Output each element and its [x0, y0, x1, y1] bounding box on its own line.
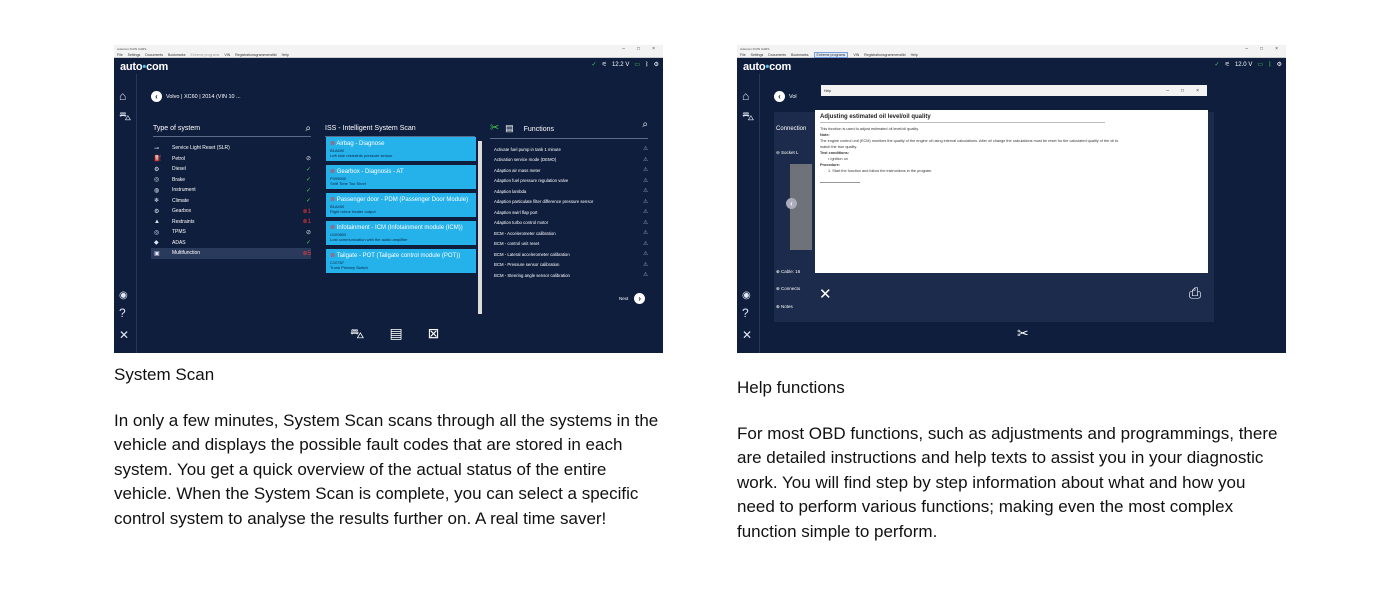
warning-icon: ⚠	[643, 230, 648, 237]
breadcrumb	[774, 91, 797, 102]
gearbox-icon: ⚙	[154, 208, 160, 215]
system-status: ⊘	[305, 156, 311, 163]
procedure-item: 1. Start the function and follow the instructions in the program.	[828, 169, 933, 173]
minimize-icon[interactable]: –	[1245, 45, 1249, 52]
menu-documents[interactable]: Documents	[768, 52, 786, 57]
warning-icon: ⚠	[643, 272, 648, 279]
instrument-icon: ◍	[154, 187, 160, 194]
check-icon: ✓	[1214, 62, 1220, 68]
function-label: BCM - Lateral accelerometer calibration	[494, 251, 570, 257]
chevron-right-icon: ›	[634, 293, 645, 304]
system-row-adas[interactable]	[151, 238, 311, 249]
fault-desc: Left side restraints pressure sensor	[330, 153, 393, 158]
function-row[interactable]	[494, 176, 648, 187]
help-functions-caption: Help functions	[737, 378, 845, 397]
system-label: Diesel	[172, 166, 186, 173]
system-row-instrument[interactable]	[151, 185, 311, 196]
menu-bookmarks[interactable]: Bookmarks	[168, 52, 186, 57]
home-icon[interactable]: ⌂	[742, 89, 750, 103]
warning-icon: ⚠	[643, 261, 648, 268]
warning-icon: ⚠	[643, 146, 648, 153]
connection-label: Connection	[776, 126, 807, 132]
system-label: Instrument	[172, 187, 196, 194]
menu-documents[interactable]: Documents	[145, 52, 163, 57]
system-label: Restraints	[172, 218, 195, 225]
menu-settings[interactable]: Settings	[750, 52, 764, 57]
system-status: ✓	[305, 187, 311, 194]
voltage-readout: 12.0 V	[1234, 61, 1253, 68]
status-area	[1215, 61, 1282, 68]
note-label: Note:	[820, 133, 830, 137]
function-row[interactable]	[494, 144, 648, 155]
menu-extreme-programs[interactable]: Extreme programs	[814, 52, 849, 58]
system-status: ✓	[305, 166, 311, 173]
system-row-restraints[interactable]	[151, 217, 311, 228]
help-intro: This function is used to adjust estimated oil level/oil quality.	[820, 127, 919, 131]
system-label: ADAS	[172, 239, 186, 246]
system-row-petrol[interactable]	[151, 154, 311, 165]
battery-icon: ▭	[1257, 62, 1263, 68]
type-of-system-header	[153, 125, 311, 137]
function-row[interactable]	[494, 239, 648, 250]
multifunction-icon: ▣	[154, 250, 160, 257]
function-row[interactable]	[494, 249, 648, 260]
fault-desc: Shift Time Too Short	[330, 181, 366, 186]
fault-card[interactable]: ⊗ Passenger door - PDM (Passenger Door Module) B1A400 Right mirror heater output	[326, 193, 476, 217]
menu-help[interactable]: Help	[910, 52, 918, 57]
maximize-icon[interactable]: □	[1181, 87, 1185, 94]
function-row[interactable]	[494, 186, 648, 197]
system-row-climate[interactable]	[151, 196, 311, 207]
wrench-icon: ⊸	[154, 145, 160, 152]
system-row-diesel[interactable]	[151, 164, 311, 175]
climate-icon: ❄	[154, 198, 160, 205]
warning-icon: ⚠	[643, 240, 648, 247]
warning-icon: ⚠	[643, 251, 648, 258]
fault-desc: Right mirror heater output	[330, 209, 376, 214]
car-icon[interactable]: ⛍	[742, 109, 755, 123]
home-icon[interactable]: ⌂	[119, 89, 127, 103]
system-status: ✓	[305, 198, 311, 205]
fault-code: B1A690	[330, 148, 345, 153]
help-window-titlebar	[821, 85, 1207, 96]
function-label: Adaption air mass meter	[494, 167, 541, 173]
function-row[interactable]	[494, 197, 648, 208]
maximize-icon[interactable]: □	[1260, 45, 1264, 52]
function-label: BCM - Accelerometer calibration	[494, 230, 556, 236]
system-scan-panel	[114, 45, 663, 531]
left-nav	[114, 74, 137, 353]
maximize-icon[interactable]: □	[637, 45, 641, 52]
menu-file[interactable]: File	[740, 52, 746, 57]
warning-icon: ⚠	[643, 198, 648, 205]
vehicle-icon[interactable]: ⛍	[350, 325, 365, 341]
socket-label: ⊖ Socket L	[776, 150, 799, 155]
prev-image-icon[interactable]: ‹	[786, 198, 797, 209]
autocom-logo: auto•com	[743, 61, 792, 73]
warning-icon: ⚠	[643, 156, 648, 163]
plus-icon: ⊕	[776, 286, 782, 291]
system-row-brake[interactable]	[151, 175, 311, 186]
notes-label: ⊕ Notes	[776, 304, 793, 309]
menu-help[interactable]: Help	[281, 52, 289, 57]
system-label: Multifunction	[172, 250, 201, 257]
function-label: Activation service mode (DEMO)	[494, 157, 557, 163]
function-row[interactable]	[494, 207, 648, 218]
note-text: The engine control unit (ECM) monitors the quality of the engine oil using internal calculations. After oil change the calculations must be reset for the calculated quality of the oil to match the true quality.	[820, 139, 1119, 149]
system-row-multifunction[interactable]	[151, 248, 311, 259]
function-label: Adaption lambda	[494, 188, 527, 194]
function-row[interactable]	[494, 218, 648, 229]
system-label: Brake	[172, 176, 186, 183]
settings-gear-icon[interactable]: ⚙	[653, 62, 659, 68]
menu-extreme-programs[interactable]: Extreme programs	[190, 52, 220, 57]
vci-icon: ⚟	[1224, 62, 1230, 68]
functions-header	[490, 121, 648, 139]
fault-card[interactable]: ⊗ Infotainment - ICM (Infotainment module (ICM)) U100800 Lost communication with the audio amplifier	[326, 221, 476, 245]
fault-card[interactable]: ⊗ Gearbox - Diagnosis - AT P099500 Shift Time Too Short	[326, 165, 476, 189]
fault-title: Airbag - Diagnose	[336, 141, 385, 147]
menu-registration[interactable]: Registrationsgrammenstikt	[235, 52, 277, 57]
system-status: ⊗1	[302, 219, 311, 226]
help-functions-description: For most OBD functions, such as adjustments and programmings, there are detailed instructions and help texts to assist you in your diagnostic work. You will find step by step information about what and how you need to perform various functions; making even the most complex function simple to perform.	[737, 424, 1278, 541]
window-titlebar	[114, 45, 663, 52]
close-window-icon[interactable]: ×	[1275, 45, 1278, 52]
system-status: ✓	[305, 177, 311, 184]
plus-icon: ⊕	[776, 304, 782, 309]
autocom-logo: auto•com	[120, 61, 169, 73]
menu-settings[interactable]: Settings	[127, 52, 141, 57]
system-row-tpms[interactable]	[151, 227, 311, 238]
print-icon[interactable]: ⎙	[1189, 285, 1202, 302]
bottom-toolbar	[350, 325, 439, 344]
back-chevron-icon[interactable]: ‹	[151, 91, 162, 102]
app-header	[114, 58, 663, 74]
clear-codes-icon[interactable]: ⊠	[427, 325, 440, 341]
vci-icon: ⚟	[601, 62, 607, 68]
bluetooth-icon: ᛒ	[645, 61, 649, 68]
close-icon[interactable]: ✕	[742, 328, 753, 342]
menu-registration[interactable]: Registrationsgrammenstikt	[864, 52, 906, 57]
help-question-icon[interactable]: ?	[119, 306, 126, 320]
tools-icon[interactable]: ✂	[1017, 325, 1029, 341]
system-status: ⊗1	[302, 208, 311, 215]
fault-title: Passenger door - PDM (Passenger Door Module)	[336, 197, 469, 203]
next-button[interactable]	[619, 293, 645, 304]
function-label: Adaption swirl flap port	[494, 209, 538, 215]
menu-vin[interactable]: VIN	[224, 52, 231, 57]
check-icon: ✓	[591, 62, 597, 68]
system-status: ⊗5	[302, 250, 311, 257]
system-row-gearbox[interactable]	[151, 206, 311, 217]
minimize-icon[interactable]: –	[1166, 87, 1170, 94]
close-help-icon[interactable]: ✕	[819, 286, 832, 303]
fault-title: Gearbox - Diagnosis - AT	[336, 169, 404, 175]
fault-card[interactable]: ⊗ Tailgate - POT (Tailgate control module (POT)) C10787 Trunk Primary Switch	[326, 249, 476, 273]
settings-gear-icon[interactable]: ⚙	[1276, 62, 1282, 68]
function-label: BCM - control unit reset	[494, 241, 540, 247]
iss-scrollbar[interactable]	[478, 141, 482, 314]
battery-icon: ▭	[634, 62, 640, 68]
system-label: Petrol	[172, 155, 186, 162]
restraints-icon: ▲	[154, 218, 160, 225]
tpms-icon: ◎	[154, 229, 160, 236]
system-status: ✓	[305, 240, 311, 247]
minus-icon: ⊖	[776, 150, 782, 155]
system-list	[151, 143, 311, 259]
bluetooth-icon: ᛒ	[1268, 61, 1272, 68]
functions-label: Functions	[523, 126, 554, 133]
divider	[820, 182, 860, 183]
function-label: Activate fuel pump in tank 1 minute	[494, 146, 561, 152]
test-conditions-label: Test conditions:	[820, 151, 850, 155]
type-of-system-label: Type of system	[153, 125, 201, 132]
system-label: Gearbox	[172, 208, 192, 215]
breadcrumb	[151, 91, 241, 102]
iss-card-list	[326, 141, 476, 277]
test-condition-item: • Ignition on	[828, 157, 848, 161]
report-icon[interactable]: ▤	[389, 325, 403, 341]
minimize-icon[interactable]: –	[622, 45, 626, 52]
fault-desc: Lost communication with the audio amplifier	[330, 237, 408, 242]
function-label: Adaption particulate filter difference pressure sensor	[494, 199, 594, 205]
brake-icon: ◎	[154, 177, 160, 184]
tools-icon[interactable]: ✂	[490, 122, 500, 134]
window-title: Autocom ICON CARS	[117, 46, 147, 51]
help-content	[815, 110, 1208, 273]
help-functions-panel	[737, 45, 1286, 544]
function-row[interactable]	[494, 228, 648, 239]
function-row[interactable]	[494, 155, 648, 166]
left-nav	[737, 74, 760, 353]
menu-vin[interactable]: VIN	[853, 52, 860, 57]
adas-icon: ◆	[154, 240, 159, 247]
close-window-icon[interactable]: ×	[652, 45, 655, 52]
function-row[interactable]	[494, 165, 648, 176]
menu-bookmarks[interactable]: Bookmarks	[791, 52, 809, 57]
system-scan-caption: System Scan	[114, 365, 215, 384]
voltage-readout: 12.2 V	[611, 61, 630, 68]
menu-file[interactable]: File	[117, 52, 123, 57]
next-label: Next	[619, 296, 629, 301]
car-icon[interactable]: ⛍	[119, 109, 132, 123]
system-scan-description: In only a few minutes, System Scan scans through all the systems in the vehicle and displays the possible fault codes that are stored in each system. You get a quick overview of the actual status of the entire vehicle. When the System Scan is complete, you can select a specific control system to analyse the results further on. A real time saver!	[114, 411, 659, 528]
system-label: Service Light Reset (SLR)	[172, 145, 230, 152]
warning-icon: ⚠	[643, 167, 648, 174]
vehicle-breadcrumb: Vol	[789, 93, 797, 100]
engine-icon: ⚙	[154, 166, 160, 173]
search-icon[interactable]: ⌕	[642, 119, 648, 130]
fault-title: Tailgate - POT (Tailgate control module (POT))	[336, 253, 461, 259]
status-area	[592, 61, 659, 68]
rec-icon[interactable]: ◉	[119, 290, 128, 301]
connectors-label: ⊕ Connecto	[776, 286, 801, 291]
procedure-label: Procedure:	[820, 163, 841, 167]
function-list	[494, 144, 648, 281]
help-question-icon[interactable]: ?	[742, 306, 749, 320]
function-row[interactable]	[494, 270, 648, 281]
fault-code: B1A400	[330, 204, 345, 209]
help-functions-screenshot	[737, 45, 1286, 353]
close-icon[interactable]: ✕	[119, 328, 130, 342]
window-title: Autocom ICON CARS	[740, 46, 770, 51]
system-status: ⊘	[305, 229, 311, 236]
help-title: Adjusting estimated oil level/oil quality	[820, 112, 1105, 123]
close-window-icon[interactable]: ×	[1196, 87, 1199, 94]
back-chevron-icon[interactable]: ‹	[774, 91, 785, 102]
rec-icon[interactable]: ◉	[742, 290, 751, 301]
system-scan-screenshot	[114, 45, 663, 353]
warning-icon: ⚠	[643, 188, 648, 195]
function-row[interactable]	[494, 260, 648, 271]
fault-title: Infotainment - ICM (Infotainment module (ICM))	[336, 225, 463, 231]
help-window-title: Help	[824, 88, 832, 93]
function-label: Adaption turbo control motor	[494, 220, 549, 226]
plus-icon: ⊕	[776, 269, 782, 274]
fuel-icon: ⛽	[154, 156, 162, 163]
app-header	[737, 58, 1286, 74]
fault-desc: Trunk Primary Switch	[330, 265, 368, 270]
fault-code: P099500	[330, 176, 347, 181]
document-icon[interactable]: ▤	[505, 123, 514, 133]
cable-label: ⊕ Cable: 16	[776, 269, 801, 274]
search-icon[interactable]: ⌕	[305, 123, 311, 134]
iss-header: ISS - Intelligent System Scan	[325, 125, 475, 137]
warning-icon: ⚠	[643, 219, 648, 226]
function-label: BCM - Steering angle sensor calibration	[494, 272, 570, 278]
warning-icon: ⚠	[643, 209, 648, 216]
fault-card[interactable]: ⊗ Airbag - Diagnose B1A690 Left side restraints pressure sensor	[326, 137, 476, 161]
vehicle-breadcrumb: Volvo | XC60 | 2014 (VIN 10 ...	[166, 93, 241, 100]
fault-code: U100800	[330, 232, 347, 237]
system-row-slr[interactable]	[151, 143, 311, 154]
system-label: TPMS	[172, 229, 186, 236]
function-label: BCM - Pressure sensor calibration	[494, 262, 560, 268]
system-label: Climate	[172, 197, 189, 204]
fault-code: C10787	[330, 260, 345, 265]
warning-icon: ⚠	[643, 177, 648, 184]
function-label: Adaption fuel pressure regulation valve	[494, 178, 569, 184]
